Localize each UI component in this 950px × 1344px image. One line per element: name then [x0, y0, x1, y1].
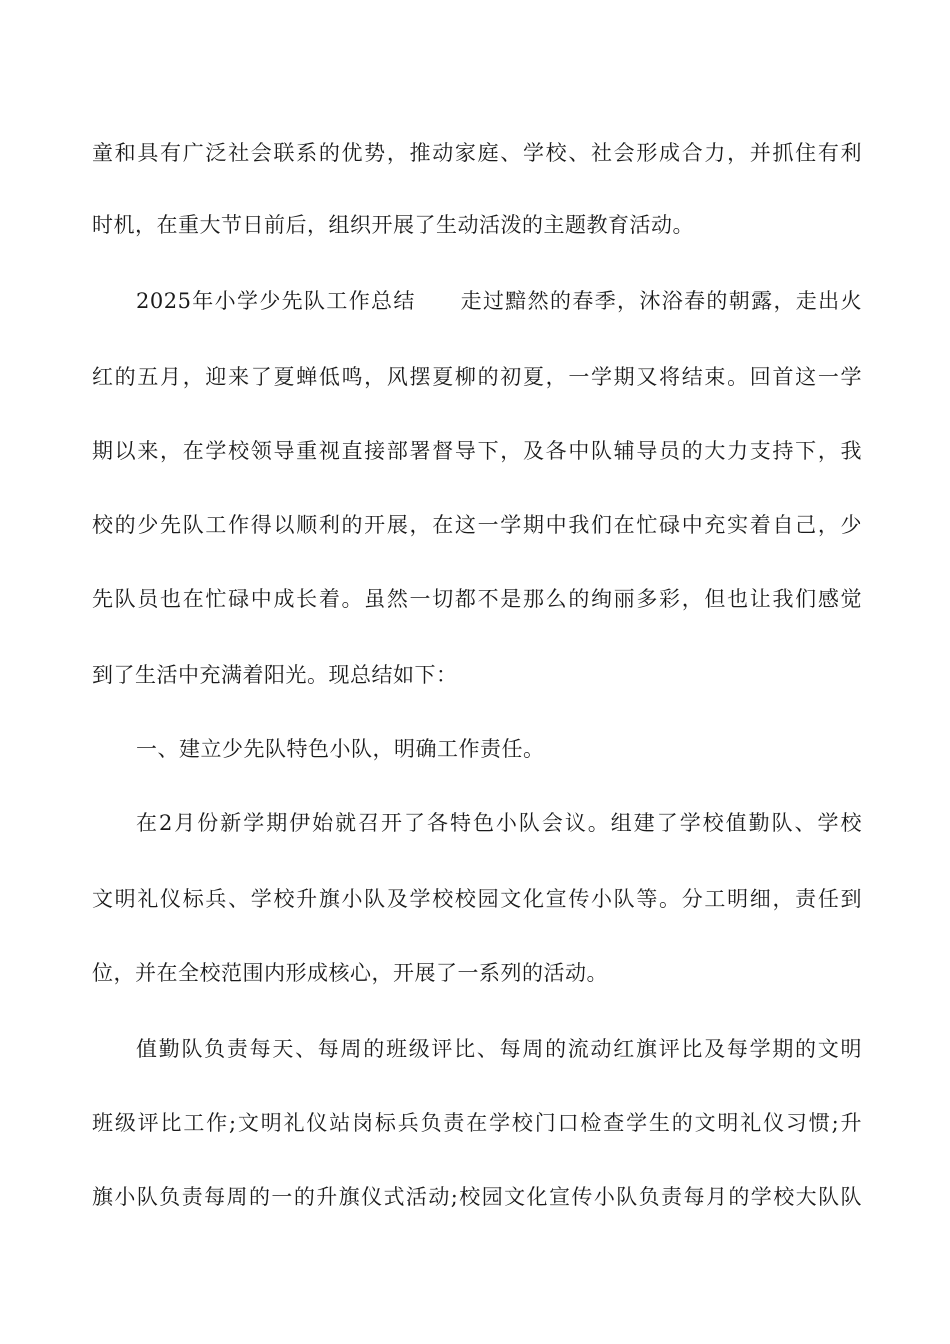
paragraph-line: 红的五月，迎来了夏蝉低鸣，风摆夏柳的初夏，一学期又将结束。回首这一学 [92, 365, 862, 389]
paragraph-line: 到了生活中充满着阳光。现总结如下： [92, 663, 458, 687]
section-heading: 一、建立少先队特色小队，明确工作责任。 [136, 737, 545, 761]
paragraph-line: 时机，在重大节日前后，组织开展了生动活泼的主题教育活动。 [92, 213, 694, 237]
paragraph-line: 旗小队负责每周的一的升旗仪式活动;校园文化宣传小队负责每月的学校大队队 [92, 1185, 862, 1209]
paragraph-line: 童和具有广泛社会联系的优势，推动家庭、学校、社会形成合力，并抓住有利 [92, 141, 862, 165]
paragraph-line: 先队员也在忙碌中成长着。虽然一切都不是那么的绚丽多彩，但也让我们感觉 [92, 587, 862, 611]
paragraph-line: 值勤队负责每天、每周的班级评比、每周的流动红旗评比及每学期的文明 [136, 1037, 862, 1061]
paragraph-line [136, 286, 862, 316]
paragraph-line: 期以来，在学校领导重视直接部署督导下，及各中队辅导员的大力支持下，我 [92, 439, 862, 463]
paragraph-line: 班级评比工作;文明礼仪站岗标兵负责在学校门口检查学生的文明礼仪习惯;升 [92, 1111, 862, 1135]
paragraph-line: 在2月份新学期伊始就召开了各特色小队会议。组建了学校值勤队、学校 [136, 811, 862, 835]
paragraph-line: 文明礼仪标兵、学校升旗小队及学校校园文化宣传小队等。分工明细，责任到 [92, 887, 862, 911]
document-title: 2025年小学少先队工作总结 [136, 289, 416, 313]
paragraph-line: 校的少先队工作得以顺利的开展，在这一学期中我们在忙碌中充实着自己，少 [92, 513, 862, 537]
paragraph-line: 位，并在全校范围内形成核心，开展了一系列的活动。 [92, 961, 608, 985]
paragraph-text: 走过黯然的春季，沐浴春的朝露，走出火 [459, 289, 863, 313]
